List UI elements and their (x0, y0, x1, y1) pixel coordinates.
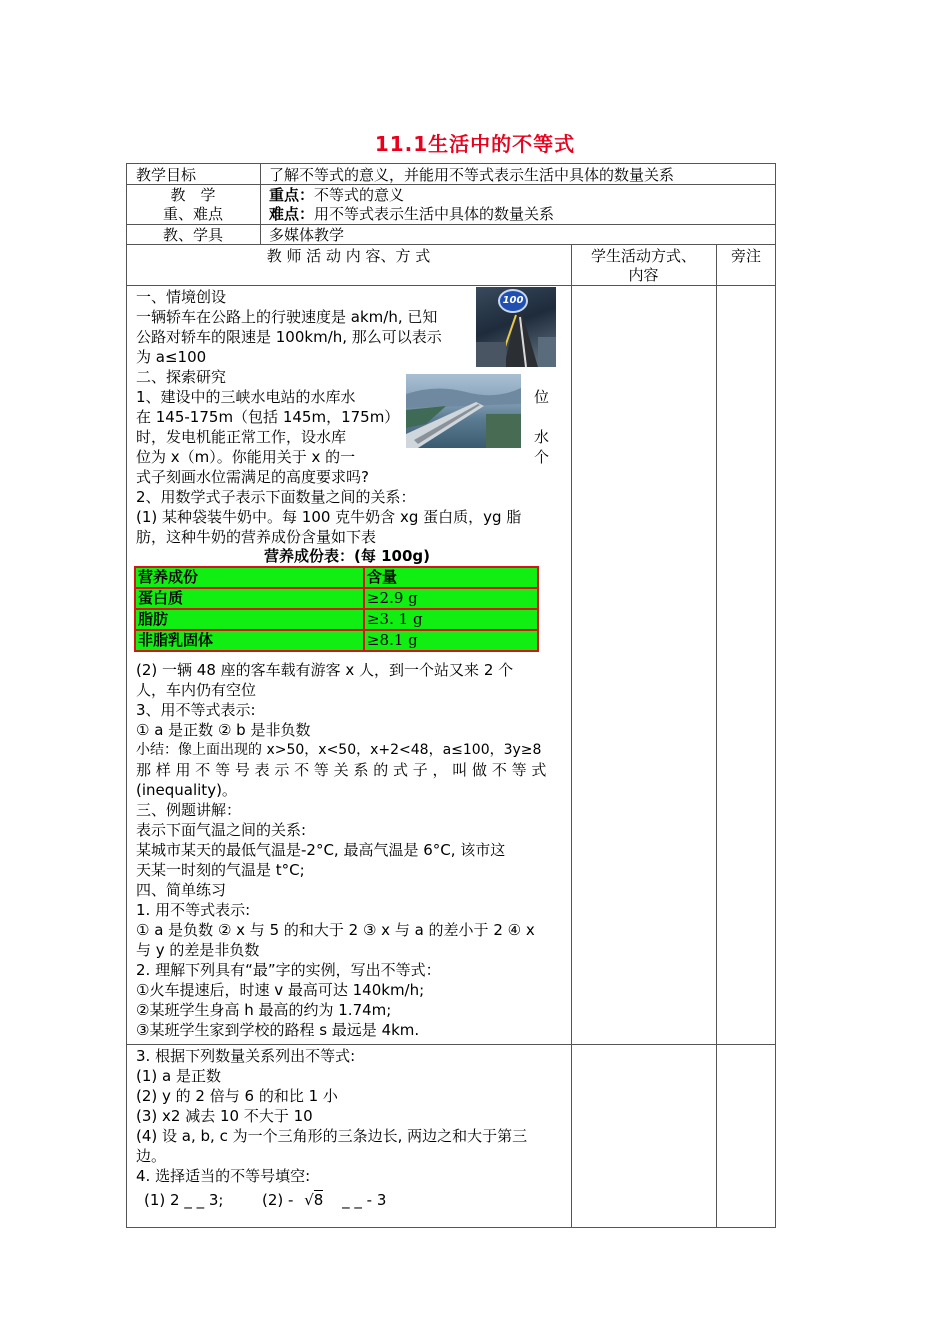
fill-blank-2-prefix: (2) - (262, 1191, 294, 1209)
section2-item2-line: 肪，这种牛奶的营养成份含量如下表 (136, 528, 377, 546)
col-divider (260, 163, 261, 244)
section4-heading: 四、简单练习 (136, 881, 227, 899)
goal-text: 了解不等式的意义，并能用不等式表示生活中具体的数量关系 (269, 166, 675, 184)
section4-line: ②某班学生身高 h 最高的约为 1.74m; (136, 1001, 392, 1019)
section5-line: 边。 (136, 1147, 167, 1165)
section5-line: (3) x2 减去 10 不大于 10 (136, 1107, 313, 1125)
table-cell: ≥2.9 g (364, 588, 538, 609)
key-point-row (269, 185, 404, 205)
key-point-text: 不等式的意义 (314, 186, 405, 204)
section4-line: 与 y 的差是非负数 (136, 941, 260, 959)
section2-item1-line: 在 145-175m（包括 145m，175m） (136, 408, 400, 426)
table-row (135, 630, 538, 651)
section2-item3-line: 3、用不等式表示: (136, 701, 256, 719)
difficulty-text: 用不等式表示生活中具体的数量关系 (314, 205, 555, 223)
section5-line: (4) 设 a, b, c 为一个三角形的三条边长, 两边之和大于第三 (136, 1127, 528, 1145)
table-cell: 非脂乳固体 (135, 630, 364, 651)
table-cell: 脂肪 (135, 609, 364, 630)
section2-side-char: 个 (534, 448, 550, 466)
section2-item3-line: 小结：像上面出现的 x>50，x<50，x+2<48，a≤100，3y≥8 (136, 742, 542, 758)
section2-side-char: 位 (534, 388, 550, 406)
fill-blank-2-suffix: _ _ - 3 (342, 1191, 387, 1209)
student-column-header-line2: 内容 (628, 266, 659, 284)
section1-line: 公路对轿车的限速是 100km/h, 那么可以表示 (136, 328, 442, 346)
section4-line: ③某班学生家到学校的路程 s 最远是 4km. (136, 1021, 420, 1039)
notes-column-header: 旁注 (730, 247, 761, 265)
section1-line: 为 a≤100 (136, 348, 207, 366)
speed-limit-sign-icon: 100 (498, 289, 528, 313)
section1-line: 一辆轿车在公路上的行驶速度是 akm/h, 已知 (136, 308, 438, 326)
section2-item2-line: 2、用数学式子表示下面数量之间的关系： (136, 488, 416, 506)
tools-label: 教、学具 (162, 226, 223, 244)
table-cell: ≥8.1 g (364, 630, 538, 651)
row-divider (126, 285, 776, 286)
section4-line: ① a 是负数 ② x 与 5 的和大于 2 ③ x 与 a 的差小于 2 ④ x (136, 921, 535, 939)
section2-item3-line: 那 样 用 不 等 号 表 示 不 等 关 系 的 式 子 ， 叫 做 不 等 式 (136, 761, 547, 779)
section5-line: 4. 选择适当的不等号填空: (136, 1167, 311, 1185)
table-cell: ≥3. 1 g (364, 609, 538, 630)
section2-item3-line: (inequality)。 (136, 781, 237, 799)
section4-line: 1. 用不等式表示: (136, 901, 251, 919)
table-row (135, 609, 538, 630)
fill-blank-2 (262, 1190, 386, 1210)
difficulty-label: 难点： (269, 205, 315, 223)
teacher-column-header: 教 师 活 动 内 容、方 式 (266, 247, 431, 265)
section2-item3-line: ① a 是正数 ② b 是非负数 (136, 721, 311, 739)
section4-line: ①火车提速后，时速 v 最高可达 140km/h; (136, 981, 425, 999)
dam-scene (406, 374, 521, 448)
key-label-line2: 重、难点 (162, 205, 223, 223)
tools-text: 多媒体教学 (269, 226, 345, 244)
difficulty-row (269, 204, 554, 224)
table-cell: 含量 (364, 567, 538, 588)
section3-heading: 三、例题讲解： (136, 801, 242, 819)
goal-label: 教学目标 (136, 166, 197, 184)
section5-line: 3. 根据下列数量关系列出不等式: (136, 1047, 356, 1065)
row-divider (126, 1044, 776, 1045)
table-row (135, 588, 538, 609)
section5-line: (1) a 是正数 (136, 1067, 221, 1085)
table-cell: 蛋白质 (135, 588, 364, 609)
section3-line: 天某一时刻的气温是 t°C; (136, 861, 305, 879)
section1-heading: 一、情境创设 (136, 288, 227, 306)
student-column-header-line1: 学生活动方式、 (590, 247, 696, 265)
section3-line: 某城市某天的最低气温是-2°C, 最高气温是 6°C, 该市这 (136, 841, 506, 859)
section2-item1-line: 位为 x（m）。你能用关于 x 的一 (136, 448, 356, 466)
three-gorges-dam-photo (406, 374, 521, 448)
section5-line: (2) y 的 2 倍与 6 的和比 1 小 (136, 1087, 338, 1105)
radicand: 8 (313, 1191, 324, 1209)
nutrition-table-caption: 营养成份表：(每 100g) (264, 547, 430, 565)
section2-heading: 二、探索研究 (136, 368, 227, 386)
col-divider (571, 244, 572, 1228)
fill-blank-1: (1) 2 _ _ 3; (144, 1191, 224, 1209)
table-row (135, 567, 538, 588)
section2-item2b-line: 人，车内仍有空位 (136, 681, 257, 699)
section2-item1-line: 1、建设中的三峡水电站的水库水 (136, 388, 356, 406)
key-point-label: 重点： (269, 186, 315, 204)
section2-item1-line: 式子刻画水位需满足的高度要求吗? (136, 468, 369, 486)
section2-side-char: 水 (534, 428, 550, 446)
section2-item2-line: (1) 某种袋装牛奶中。每 100 克牛奶含 xg 蛋白质，yg 脂 (136, 508, 522, 526)
table-cell: 营养成份 (135, 567, 364, 588)
highway-photo (476, 287, 556, 367)
square-root-symbol: √8 (304, 1191, 324, 1209)
col-divider (716, 244, 717, 1228)
section3-line: 表示下面气温之间的关系: (136, 821, 307, 839)
page-title: 11.1生活中的不等式 (374, 132, 576, 156)
key-label-line1: 教 学 (170, 186, 216, 204)
nutrition-table (134, 566, 539, 652)
section2-item1-line: 时，发电机能正常工作，设水库 (136, 428, 347, 446)
section4-line: 2. 理解下列具有“最”字的实例，写出不等式： (136, 961, 441, 979)
section2-item2b-line: (2) 一辆 48 座的客车载有游客 x 人，到一个站又来 2 个 (136, 661, 514, 679)
